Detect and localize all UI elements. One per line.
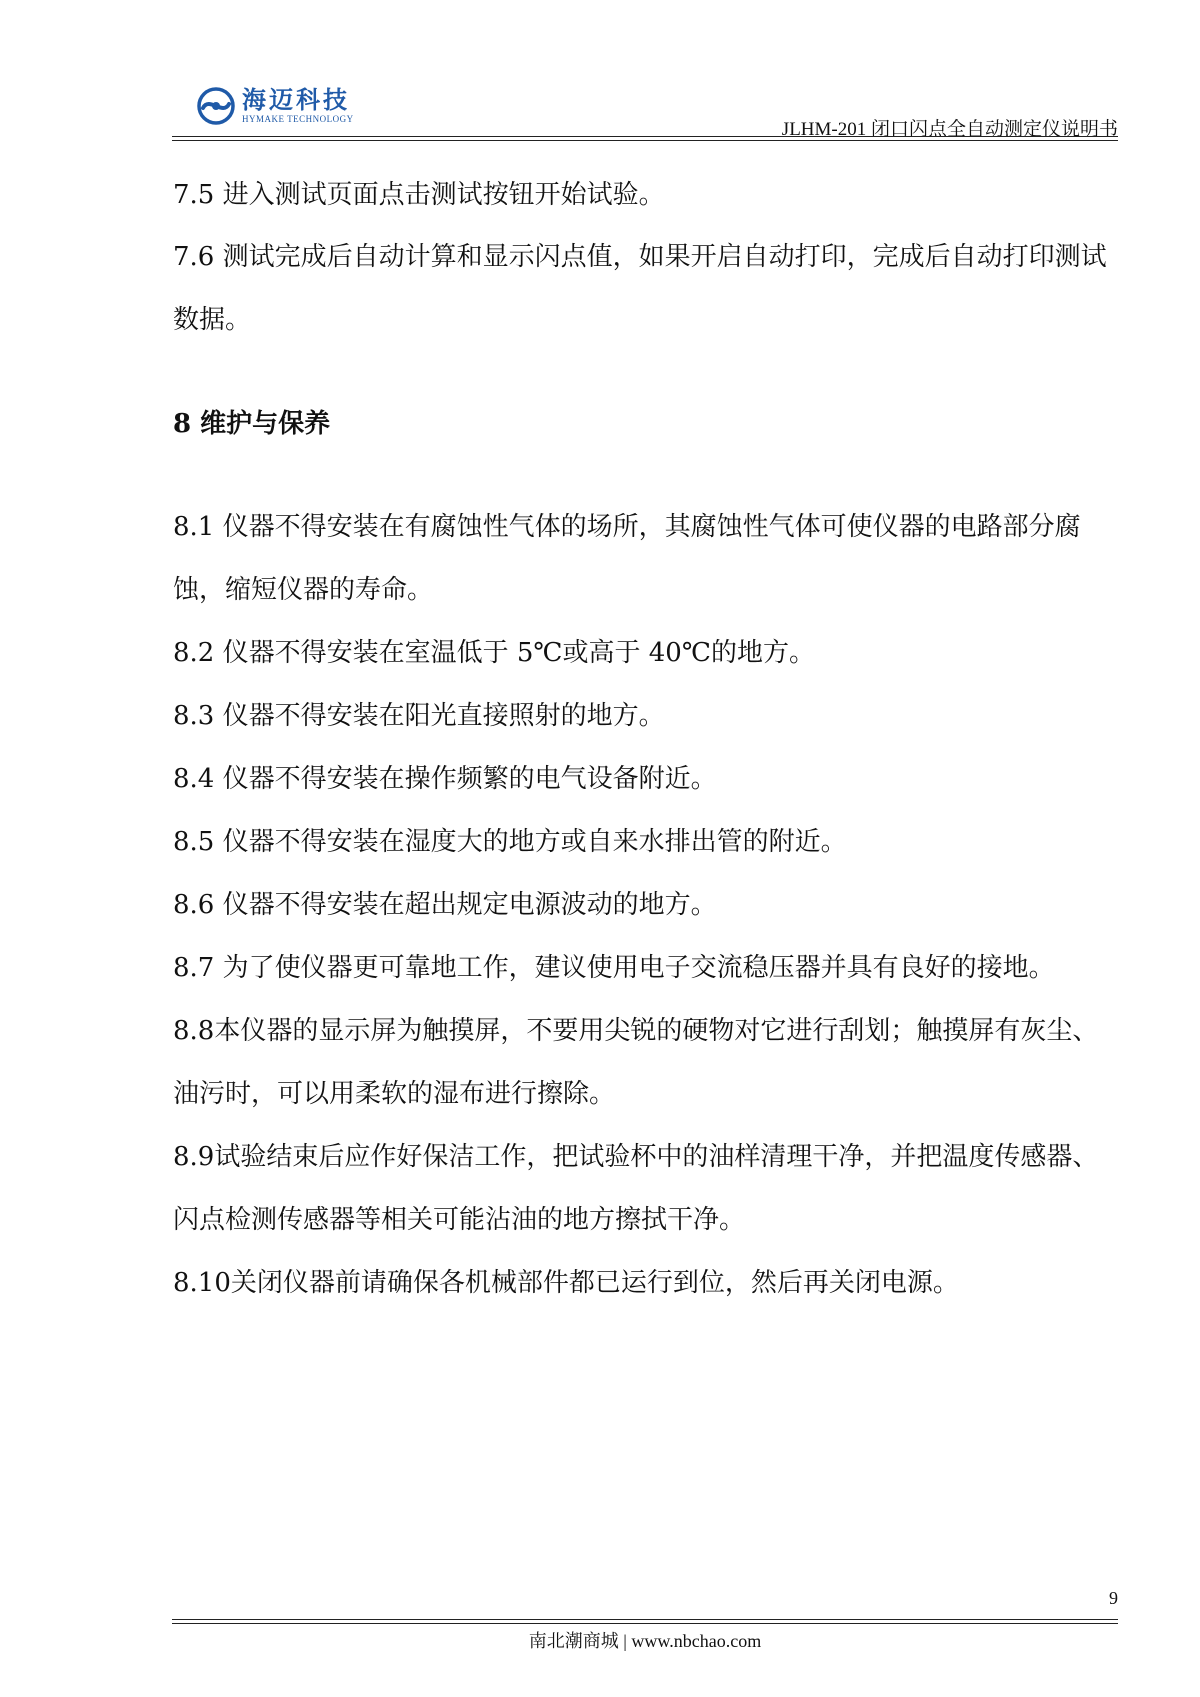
header-divider-thin <box>172 140 1118 141</box>
paragraph-8-3: 8.3 仪器不得安装在阳光直接照射的地方。 <box>173 701 665 731</box>
paragraph-8-8: 8.8本仪器的显示屏为触摸屏，不要用尖锐的硬物对它进行刮划；触摸屏有灰尘、油污时，可以用柔软的湿布进行擦除。 <box>173 1016 1099 1109</box>
logo-swirl-icon <box>196 86 236 126</box>
section-heading-8: 8 维护与保养 <box>173 409 331 439</box>
footer-divider-thin <box>172 1623 1118 1624</box>
paragraph-8-10: 8.10关闭仪器前请确保各机械部件都已运行到位，然后再关闭电源。 <box>173 1268 959 1298</box>
footer-divider <box>172 1619 1118 1620</box>
paragraph-8-9: 8.9试验结束后应作好保洁工作，把试验杯中的油样清理干净，并把温度传感器、闪点检测传感器等相关可能沾油的地方擦拭干净。 <box>173 1142 1099 1235</box>
paragraph-8-2: 8.2 仪器不得安装在室温低于 5℃或高于 40℃的地方。 <box>173 638 815 668</box>
header-divider <box>172 136 1118 137</box>
document-title: JLHM-201 闭口闪点全自动测定仪说明书 <box>781 119 1118 140</box>
paragraph-8-5: 8.5 仪器不得安装在湿度大的地方或自来水排出管的附近。 <box>173 827 847 857</box>
paragraph-8-4: 8.4 仪器不得安装在操作频繁的电气设备附近。 <box>173 764 717 794</box>
logo-chinese-name: 海迈科技 <box>242 86 350 114</box>
logo-english-name: HYMAKE TECHNOLOGY <box>242 114 354 124</box>
company-logo <box>196 86 354 126</box>
paragraph-8-1: 8.1 仪器不得安装在有腐蚀性气体的场所，其腐蚀性气体可使仪器的电路部分腐蚀，缩短仪器的寿命。 <box>173 512 1081 605</box>
paragraph-8-6: 8.6 仪器不得安装在超出规定电源波动的地方。 <box>173 890 717 920</box>
paragraph-7-6: 7.6 测试完成后自动计算和显示闪点值，如果开启自动打印，完成后自动打印测试数据。 <box>173 242 1107 335</box>
paragraph-8-7: 8.7 为了使仪器更可靠地工作，建议使用电子交流稳压器并具有良好的接地。 <box>173 953 1055 983</box>
footer-site: 南北潮商城 | www.nbchao.com <box>528 1631 762 1651</box>
paragraph-7-5: 7.5 进入测试页面点击测试按钮开始试验。 <box>173 180 665 210</box>
page-number: 9 <box>1109 1588 1118 1608</box>
